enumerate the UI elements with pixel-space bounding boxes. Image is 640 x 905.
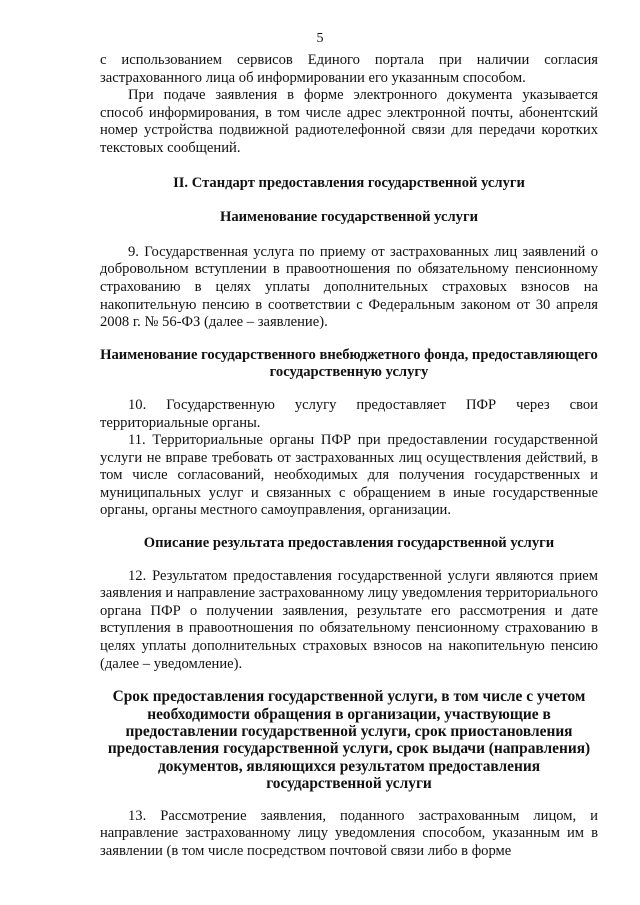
subheading-fund-name: Наименование государственного внебюджетного фонда, предоставляющего государственную услугу: [100, 346, 598, 381]
paragraph-10: 10. Государственную услугу предоставляет ПФР через свои территориальные органы.: [100, 396, 598, 431]
paragraph-13: 13. Рассмотрение заявления, поданного застрахованным лицом, и направление застрахованному лицу уведомления способом, указанным им в заявлении (в том числе посредством почтовой связи либо в форме: [100, 807, 598, 859]
subheading-term: Срок предоставления государственной услуги, в том числе с учетом необходимости обращения в организации, участвующие в предоставлении государственной услуги, срок приостановления предоставления государственной услуги, срок выдачи (направления) документов, являющихся результатом предоставления государственной услуги: [107, 688, 591, 793]
page-number: 5: [316, 31, 324, 46]
subheading-result: Описание результата предоставления государственной услуги: [143, 535, 555, 552]
subheading-service-name: Наименование государственной услуги: [220, 209, 478, 226]
paragraph-continuation: с использованием сервисов Единого портала при наличии согласия застрахованного лица об информировании его указанным способом.: [100, 52, 598, 86]
paragraph-notification-method: При подаче заявления в форме электронного документа указывается способ информирования, в том числе адрес электронной почты, абонентский номер устройства подвижной радиотелефонной связи для передачи коротких текстовых сообщений.: [100, 87, 598, 156]
section-heading: II. Стандарт предоставления государственной услуги: [173, 174, 525, 191]
paragraph-11: 11. Территориальные органы ПФР при предоставлении государственной услуги не вправе требовать от застрахованных лиц осуществления действий, в том числе согласований, необходимых для получения государственных и муниципальных услуг и связанных с обращением в иные государственные органы, органы местного самоуправления, организации.: [100, 432, 598, 519]
document-body: [100, 52, 598, 860]
paragraph-9: 9. Государственная услуга по приему от застрахованных лиц заявлений о добровольном вступлении в правоотношения по обязательному пенсионному страхованию в целях уплаты дополнительных страховых взносов на накопительную пенсию в соответствии с Федеральным законом от 30 апреля 2008 г. № 56-ФЗ (далее – заявление).: [100, 243, 598, 331]
paragraph-12: 12. Результатом предоставления государственной услуги являются прием заявления и направление застрахованному лицу уведомления территориального органа ПФР о получении заявления, результате его рассмотрения и дате вступления в правоотношения по обязательному пенсионному страхованию в целях уплаты дополнительных страховых взносов на накопительную пенсию (далее – уведомление).: [100, 567, 598, 672]
